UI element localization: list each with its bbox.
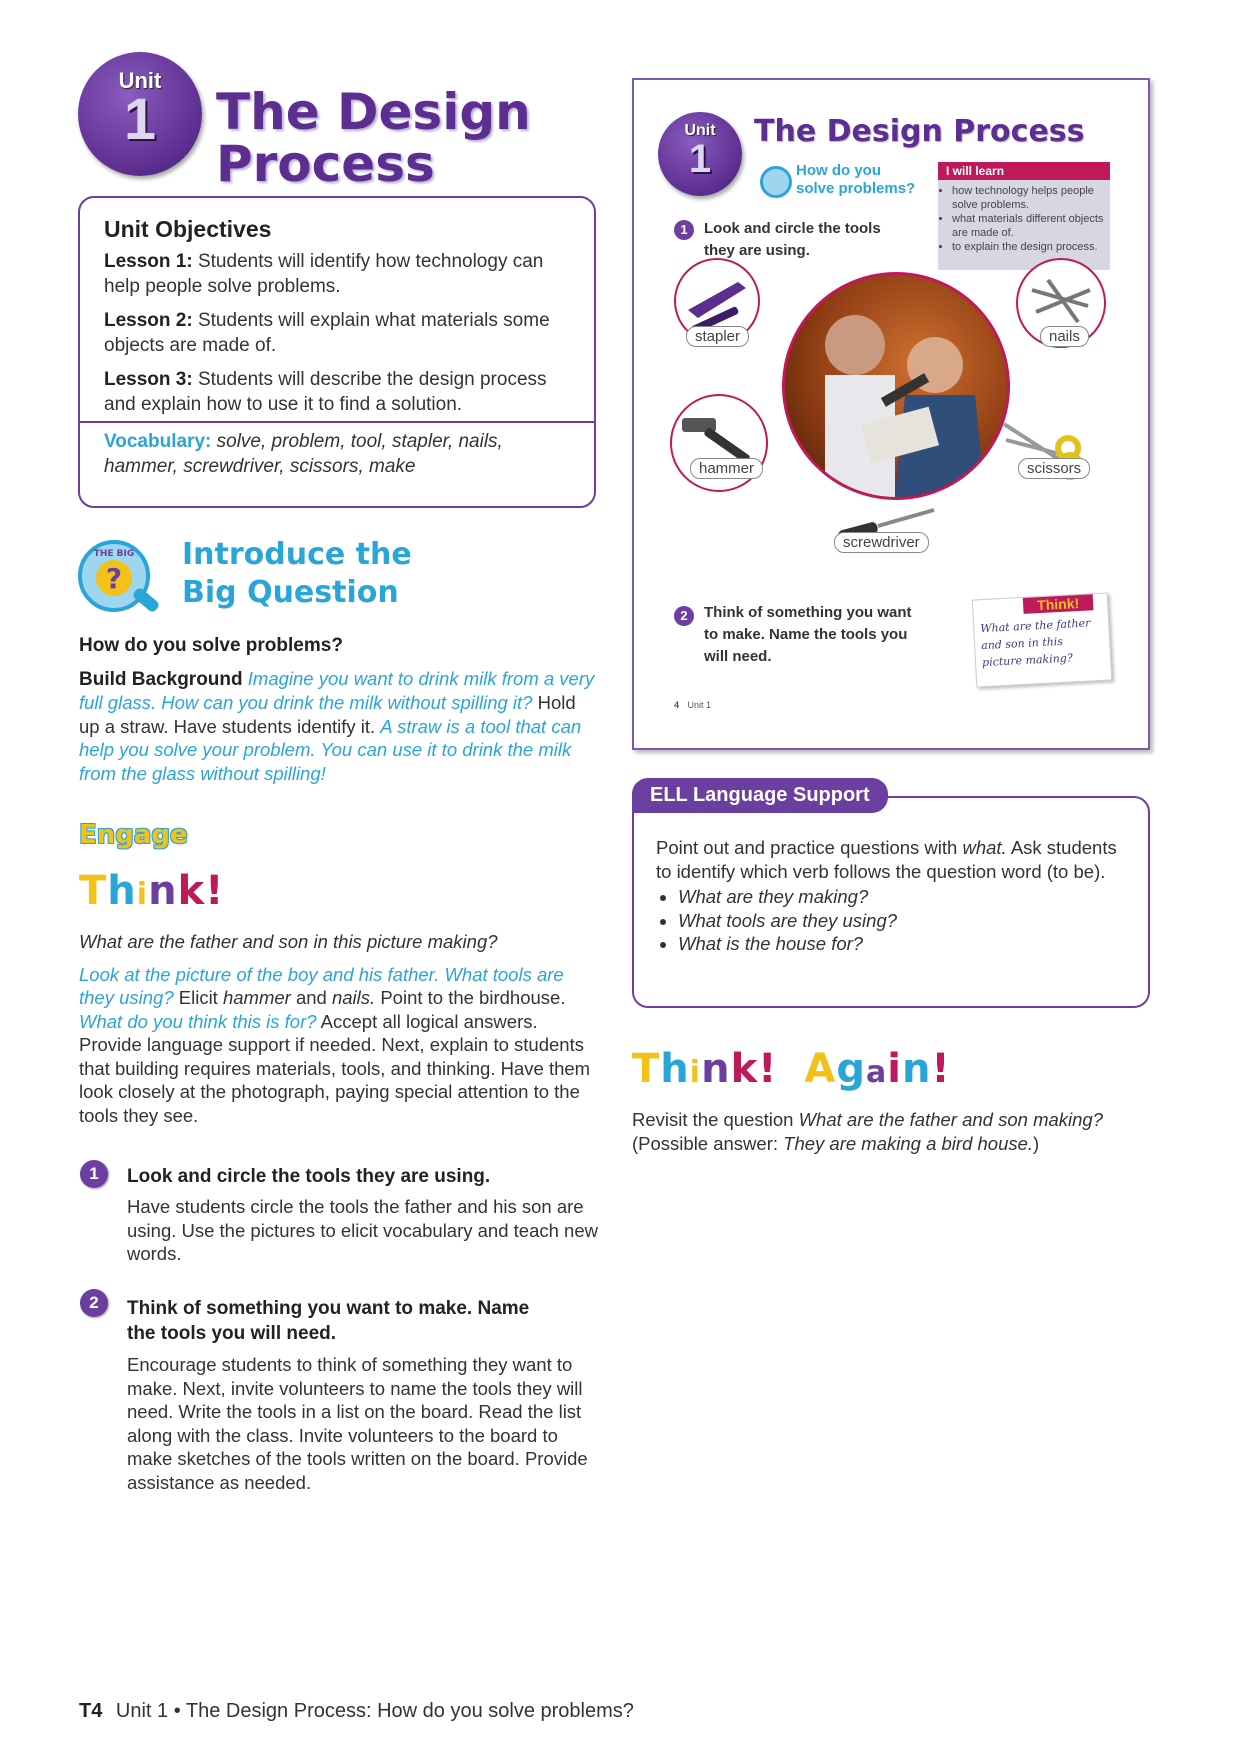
engage-italic-2: nails.: [331, 987, 376, 1008]
step-2-title: Think of something you want to make. Name the tools you will need.: [127, 1298, 530, 1344]
vocabulary-text: solve, problem, tool, stapler, nails, hammer, screwdriver, scissors, make: [104, 431, 503, 477]
build-background-plain: Hold up a straw. Have students identify it.: [79, 692, 576, 737]
sb-step-1-text: Look and circle the tools they are using.: [704, 220, 881, 259]
sb-learn-item: • to explain the design process.: [952, 240, 1110, 254]
sb-learn-item: • what materials different objects are made of.: [952, 212, 1110, 240]
big-question-title-line1: Introduce the: [182, 537, 412, 572]
sb-learn-item: • how technology helps people solve problems.: [952, 184, 1110, 212]
sb-think-card: [972, 593, 1112, 688]
ell-intro-word: what.: [962, 837, 1007, 858]
think-again-i1: What are the father and son making?: [798, 1109, 1103, 1130]
sb-question-icon: [760, 166, 792, 198]
objectives-heading: Unit Objectives: [104, 216, 272, 242]
step-1: [127, 1166, 599, 1266]
big-question-text: How do you solve problems?: [79, 635, 343, 656]
engage-text-3: Point to the birdhouse.: [380, 987, 566, 1008]
svg-text:?: ?: [105, 562, 123, 595]
sb-question-line2: solve problems?: [796, 180, 916, 197]
build-background-label: Build Background: [79, 668, 243, 690]
lesson-1-label: Lesson 1:: [104, 251, 193, 272]
build-background: [79, 667, 599, 786]
engage-text-4: Accept all logical answers. Provide language support if needed. Next, explain to students that building requires materials, tools, and thinking. Have them look closely at the photograph, paying special attention to the tools they see.: [79, 1010, 591, 1126]
sb-step-2-text: Think of something you want to make. Name the tools you will need.: [704, 604, 912, 665]
engage-text-2: and: [295, 987, 327, 1008]
engage-blue-2: What do you think this is for?: [79, 1010, 317, 1032]
sb-badge-number: 1: [688, 137, 712, 181]
engage-blue-1: Look at the picture of the boy and his father. What tools are they using?: [79, 963, 564, 1008]
think-question: What are the father and son in this picture making?: [79, 931, 498, 952]
unit-objectives-box: [78, 196, 596, 508]
ell-question-item: • What tools are they using?: [678, 909, 1128, 933]
engage-think-label: Think!: [79, 868, 225, 914]
footer-page-number: T4: [79, 1700, 103, 1722]
unit-badge-number: 1: [123, 87, 157, 152]
engage-italic-1: hammer: [222, 987, 291, 1008]
sb-think-label: Think!: [1023, 594, 1094, 614]
build-background-italic-1: Imagine you want to drink milk from a very full glass. How can you drink the milk without spilling it?: [79, 667, 595, 713]
step-2-body: Encourage students to think of something they want to make. Next, invite volunteers to name the tools they will need. Write the tools in a list on the board. Read the list along with the class. Invite volunteers to the board to make sketches of the tools written on the board. Provide assistance as needed.: [127, 1354, 588, 1493]
tool-label-scissors: scissors: [1018, 458, 1090, 479]
sb-learn-header: I will learn: [938, 162, 1110, 180]
step-1-title: Look and circle the tools they are using.: [127, 1166, 491, 1187]
unit-badge: [78, 52, 202, 176]
lesson-1-text: Students will identify how technology can help people solve problems.: [104, 251, 544, 297]
sb-page-footer: [674, 700, 711, 710]
footer-text: Unit 1 • The Design Process: How do you solve problems?: [115, 1700, 634, 1722]
engage-text-1: Elicit: [178, 987, 218, 1008]
think-again-i2: They are making a bird house.: [783, 1132, 1034, 1154]
unit-title-line2: Process: [216, 135, 435, 193]
tool-label-hammer: hammer: [690, 458, 763, 479]
tool-label-nails: nails: [1040, 326, 1089, 347]
build-background-italic-2: A straw is a tool that can help you solve your problem. You can use it to drink the milk from the glass without spilling!: [79, 715, 582, 784]
ell-question-item: • What is the house for?: [678, 932, 1128, 956]
page-footer: [79, 1700, 634, 1723]
think-again-t1: Revisit the question: [632, 1109, 794, 1130]
vocabulary-label: Vocabulary:: [104, 431, 212, 452]
sb-learn-box: [938, 162, 1110, 270]
think-again-t3: ): [1033, 1132, 1040, 1154]
unit-title-line1: The Design: [216, 83, 531, 141]
unit-title: [216, 83, 531, 193]
step-2-number: 2: [80, 1289, 108, 1317]
think-again-text: [632, 1108, 1152, 1155]
lesson-2: [104, 308, 572, 358]
sb-page-number: 4: [674, 700, 680, 710]
ell-tab: ELL Language Support: [632, 778, 888, 813]
big-question-title: [182, 536, 412, 612]
big-question-title-line2: Big Question: [182, 575, 399, 610]
sb-page-unit: Unit 1: [687, 700, 712, 710]
sb-question: [796, 162, 915, 198]
think-again-t2: (Possible answer:: [632, 1132, 779, 1154]
lesson-3: [104, 367, 572, 417]
sb-think-note: What are the father and son in this picture making?: [979, 616, 1091, 670]
think-again-label: Think! Again!: [632, 1046, 951, 1092]
big-question-icon: [76, 536, 166, 620]
lesson-2-text: Students will explain what materials some objects are made of.: [104, 310, 550, 356]
tool-label-screwdriver: screwdriver: [834, 532, 929, 553]
lesson-1: [104, 249, 572, 299]
ell-question-item: • What are they making?: [678, 885, 1128, 909]
big-question-section: [79, 634, 599, 785]
step-1-number: 1: [80, 1160, 108, 1188]
tool-label-stapler: stapler: [686, 326, 749, 347]
ell-intro-a: Point out and practice questions with: [656, 837, 958, 858]
step-2: [127, 1296, 599, 1494]
lesson-2-label: Lesson 2:: [104, 310, 193, 331]
sb-badge-label: Unit: [684, 122, 716, 139]
engage-label: Engage: [79, 820, 188, 850]
big-question-icon-text: THE BIG: [93, 549, 135, 559]
engage-paragraph: [79, 963, 599, 1128]
ell-intro-b: Ask students to identify which verb follows the question word (to be).: [656, 837, 1117, 882]
father-son-photo: [782, 272, 1010, 500]
unit-badge-label: Unit: [118, 68, 162, 93]
sb-title: The Design Process: [754, 114, 1085, 149]
lesson-3-text: Students will describe the design process and explain how to use it to find a solution.: [104, 369, 547, 415]
ell-intro: [656, 836, 1128, 883]
step-1-body: Have students circle the tools the father and his son are using. Use the pictures to elicit vocabulary and teach new words.: [127, 1196, 598, 1264]
sb-question-line1: How do you: [796, 162, 881, 179]
vocabulary: [80, 421, 594, 479]
student-book-page: [632, 78, 1150, 750]
ell-support-box: [632, 796, 1150, 1008]
sb-step-2-number: 2: [674, 606, 694, 626]
lesson-3-label: Lesson 3:: [104, 369, 193, 390]
sb-step-1-number: 1: [674, 220, 694, 240]
engage-section: [79, 930, 599, 1127]
ell-question-list: [656, 885, 1128, 956]
sb-unit-badge: [658, 112, 742, 196]
